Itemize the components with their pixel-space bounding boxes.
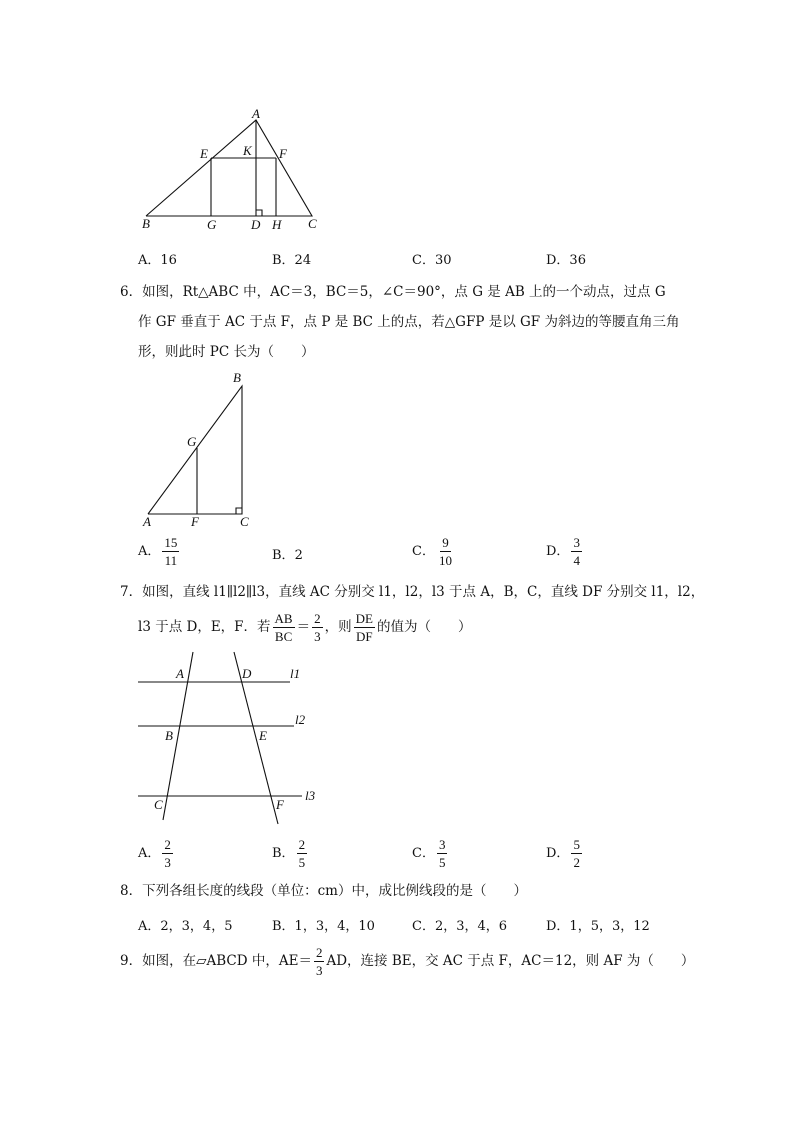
- q9-pre: 9．如图，在▱ABCD 中，AE＝: [120, 953, 312, 969]
- fraction-ab-bc: [273, 612, 295, 643]
- q5-option-d[interactable]: D．36: [546, 253, 586, 268]
- numerator: 2: [314, 611, 321, 626]
- q8-line-1: 8．下列各组长度的线段（单位：cm）中，成比例线段的是（ ）: [120, 883, 527, 899]
- option-letter: D．: [546, 544, 570, 559]
- q9-line-1: [120, 944, 694, 978]
- label-A: A: [252, 106, 260, 121]
- label-C: C: [240, 514, 249, 529]
- q6-option-d[interactable]: [546, 536, 584, 567]
- denominator: 10: [438, 553, 452, 568]
- q6-option-a[interactable]: [138, 536, 181, 567]
- numerator: 15: [164, 535, 178, 550]
- denominator: 3: [314, 629, 321, 644]
- q6-figure: [130, 368, 270, 533]
- triangle-abc: [146, 120, 312, 216]
- fraction: [437, 838, 448, 869]
- numerator: AB: [274, 611, 293, 626]
- q5-figure: [130, 100, 350, 240]
- option-letter: A．: [138, 846, 161, 861]
- denominator: 11: [164, 553, 178, 568]
- option-letter: A．: [138, 544, 161, 559]
- numerator: 2: [298, 837, 306, 852]
- q6-line-2: 作 GF 垂直于 AC 于点 F，点 P 是 BC 上的点，若△GFP 是以 GF 为斜边的等腰直角三角: [138, 314, 680, 330]
- q5-option-b[interactable]: B．24: [272, 253, 312, 268]
- label-C: C: [308, 216, 317, 231]
- denominator: 3: [164, 855, 171, 870]
- fraction: [571, 536, 582, 567]
- denominator: DF: [355, 629, 373, 644]
- q8-option-d[interactable]: D．1，5，3，12: [546, 919, 650, 934]
- label-E: E: [200, 146, 208, 161]
- label-E: E: [259, 728, 267, 743]
- equals-sign: ＝: [296, 619, 311, 635]
- option-letter: B．: [272, 548, 295, 563]
- q7-line-2: [138, 610, 471, 644]
- fraction-2-3: [314, 946, 325, 977]
- q7-line-1: 7．如图，直线 l1∥l2∥l3，直线 AC 分别交 l1，l2，l3 于点 A，B，C，直线 DF 分别交 l1，l2，: [120, 584, 705, 600]
- q6-option-b[interactable]: [272, 544, 303, 563]
- numerator: 3: [573, 535, 580, 550]
- numerator: 2: [315, 945, 323, 960]
- q7-then: ，则: [324, 619, 352, 635]
- label-D: D: [242, 666, 252, 681]
- denominator: 5: [298, 855, 306, 870]
- label-G: G: [187, 434, 197, 449]
- fraction: [297, 838, 308, 869]
- fraction-de-df: [354, 612, 375, 643]
- q7-line-2-pre: l3 于点 D，E，F．若: [138, 619, 271, 635]
- label-B: B: [165, 728, 173, 743]
- denominator: 5: [438, 855, 446, 870]
- q7-option-c[interactable]: [412, 838, 449, 869]
- label-l1: l1: [290, 666, 301, 681]
- option-letter: D．: [546, 846, 570, 861]
- numerator: 3: [438, 837, 446, 852]
- q9-post: AD，连接 BE，交 AC 于点 F，AC＝12，则 AF 为（ ）: [326, 953, 695, 969]
- q6-option-c[interactable]: [412, 536, 456, 567]
- label-C: C: [154, 797, 163, 812]
- label-B: B: [233, 370, 241, 385]
- option-letter: C．: [412, 544, 435, 559]
- label-F: F: [191, 514, 199, 529]
- label-F: F: [279, 146, 287, 161]
- q7-figure: [130, 648, 330, 833]
- label-K: K: [243, 143, 252, 158]
- numerator: DE: [355, 611, 373, 626]
- label-l3: l3: [305, 788, 316, 803]
- fraction: [162, 536, 179, 567]
- option-letter: B．: [272, 846, 295, 861]
- right-angle-mark: [256, 210, 262, 216]
- q8-option-b[interactable]: B．1，3，4，10: [272, 919, 375, 934]
- triangle-abc: [148, 386, 242, 514]
- denominator: 3: [315, 963, 323, 978]
- q7-option-b[interactable]: [272, 838, 309, 869]
- fraction: [437, 536, 454, 567]
- label-D: D: [251, 217, 261, 232]
- q5-option-c[interactable]: C．30: [412, 253, 452, 268]
- numerator: 2: [164, 837, 171, 852]
- q5-option-a[interactable]: A．16: [138, 253, 177, 268]
- q8-option-c[interactable]: C．2，3，4，6: [412, 919, 508, 934]
- q8-option-a[interactable]: A．2，3，4，5: [138, 919, 233, 934]
- denominator: BC: [274, 629, 293, 644]
- line-df: [234, 652, 278, 824]
- label-l2: l2: [295, 712, 306, 727]
- option-value: 2: [294, 548, 303, 563]
- numerator: 9: [442, 535, 449, 550]
- q6-line-1: 6．如图，Rt△ABC 中，AC＝3，BC＝5，∠C＝90°，点 G 是 AB 上的一个动点，过点 G: [120, 284, 666, 300]
- label-B: B: [142, 216, 150, 231]
- label-F: F: [276, 797, 284, 812]
- numerator: 5: [573, 837, 580, 852]
- option-letter: C．: [412, 846, 435, 861]
- label-G: G: [207, 217, 217, 232]
- label-A: A: [176, 666, 184, 681]
- denominator: 2: [573, 855, 580, 870]
- fraction: [571, 838, 582, 869]
- denominator: 4: [573, 553, 580, 568]
- q7-line-2-post: 的值为（ ）: [376, 619, 472, 635]
- q7-option-a[interactable]: [138, 838, 175, 869]
- label-A: A: [143, 514, 151, 529]
- fraction-2-3: [312, 612, 323, 643]
- q7-option-d[interactable]: [546, 838, 584, 869]
- fraction: [162, 838, 173, 869]
- label-H: H: [272, 217, 282, 232]
- q6-line-3: 形，则此时 PC 长为（ ）: [138, 344, 315, 360]
